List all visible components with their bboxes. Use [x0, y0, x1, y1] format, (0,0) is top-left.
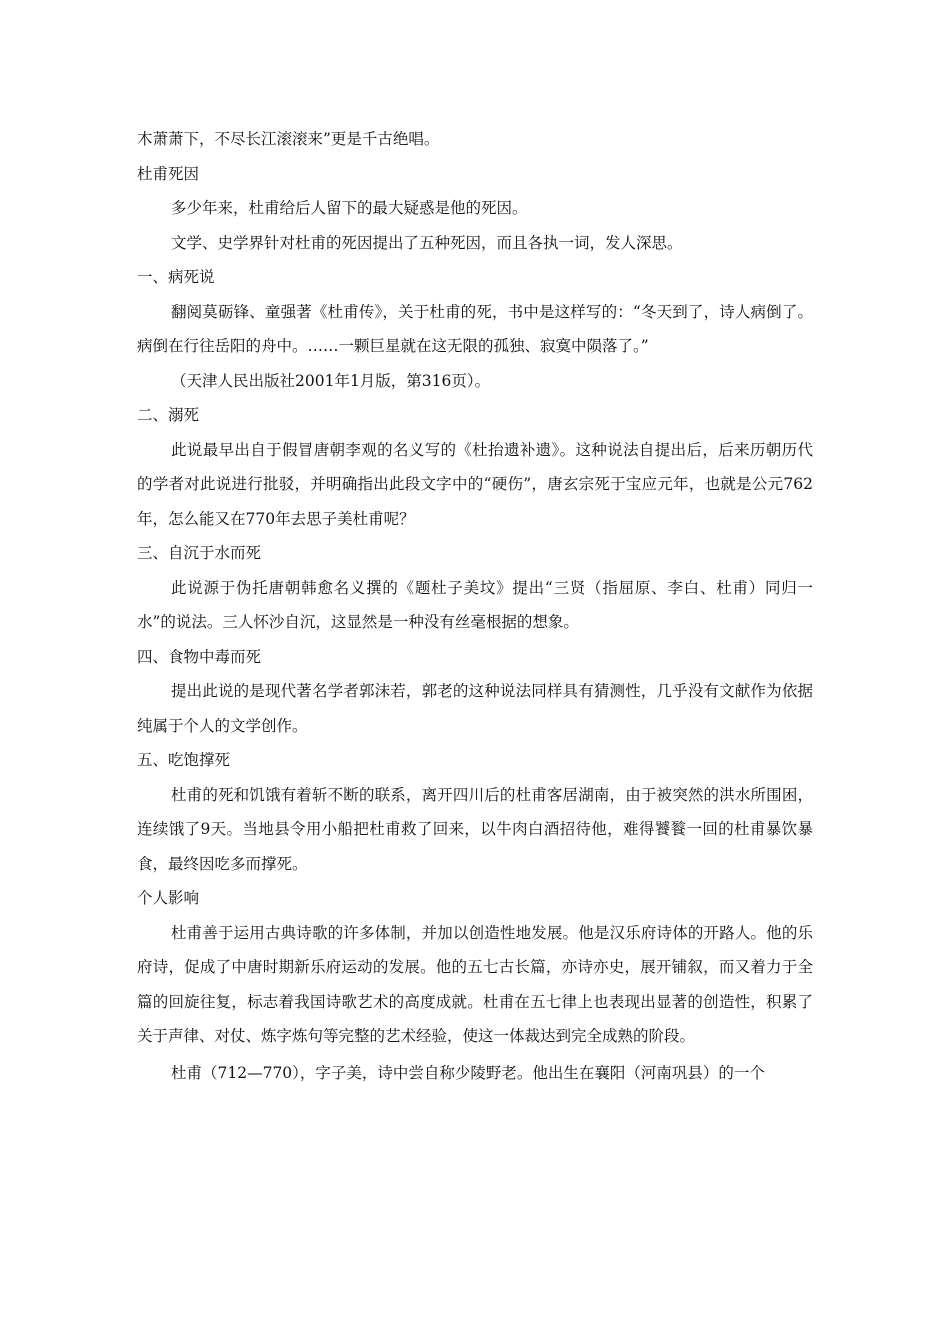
subheading-food-poisoning: 四、食物中毒而死 [137, 647, 262, 666]
paragraph-citation: （天津人民出版社2001年1月版，第316页）。 [171, 371, 491, 390]
paragraph: 翻阅莫砺锋、童强著《杜甫传》，关于杜甫的死，书中是这样写的：“冬天到了，诗人病倒了。病倒在行往岳阳的舟中。……一颗巨星就在这无限的孤独、寂寞中陨落了。” [137, 302, 813, 355]
paragraph: 提出此说的是现代著名学者郭沫若，郭老的这种说法同样具有猜测性，几乎没有文献作为依据纯属于个人的文学创作。 [137, 682, 813, 735]
paragraph-continuation: 木萧萧下，不尽长江滚滚来”更是千古绝唱。 [137, 130, 440, 148]
paragraph: 多少年来，杜甫给后人留下的最大疑惑是他的死因。 [171, 199, 528, 217]
paragraph: 文学、史学界针对杜甫的死因提出了五种死因，而且各执一词，发人深思。 [171, 233, 683, 252]
subheading-illness: 一、病死说 [137, 268, 215, 286]
section-heading-death-cause: 杜甫死因 [137, 164, 200, 183]
paragraph: 此说最早出自于假冒唐朝李观的名义写的《杜抬遗补遗》。这种说法自提出后，后来历朝历代的学者对此说进行批驳，并明确指出此段文字中的“硬伤”，唐玄宗死于宝应元年，也就是公元762年，怎么能又在770年去思子美杜甫呢？ [137, 440, 813, 528]
section-heading-influence: 个人影响 [137, 889, 200, 907]
paragraph: 杜甫（712—770），字子美，诗中尝自称少陵野老。他出生在襄阳（河南巩县）的一个 [171, 1063, 765, 1082]
paragraph: 杜甫的死和饥饿有着斩不断的联系，离开四川后的杜甫客居湖南，由于被突然的洪水所围困，连续饿了9天。当地县令用小船把杜甫救了回来，以牛肉白酒招待他，难得饕餮一回的杜甫暴饮暴食，最终因吃多而撑死。 [137, 785, 813, 873]
paragraph: 杜甫善于运用古典诗歌的许多体制，并加以创造性地发展。他是汉乐府诗体的开路人。他的乐府诗，促成了中唐时期新乐府运动的发展。他的五七古长篇，亦诗亦史，展开铺叙，而又着力于全篇的回旋往复，标志着我国诗歌艺术的高度成就。杜甫在五七律上也表现出显著的创造性，积累了关于声律、对仗、炼字炼句等完整的艺术经验，使这一体裁达到完全成熟的阶段。 [137, 923, 813, 1045]
document-body [137, 122, 813, 1090]
paragraph: 此说源于伪托唐朝韩愈名义撰的《题杜子美坟》提出“三贤（指屈原、李白、杜甫）同归一水”的说法。三人怀沙自沉，这显然是一种没有丝毫根据的想象。 [137, 578, 813, 631]
subheading-drowning: 二、溺死 [137, 406, 200, 424]
subheading-self-drowning: 三、自沉于水而死 [137, 544, 262, 562]
subheading-overeating: 五、吃饱撑死 [137, 751, 231, 769]
